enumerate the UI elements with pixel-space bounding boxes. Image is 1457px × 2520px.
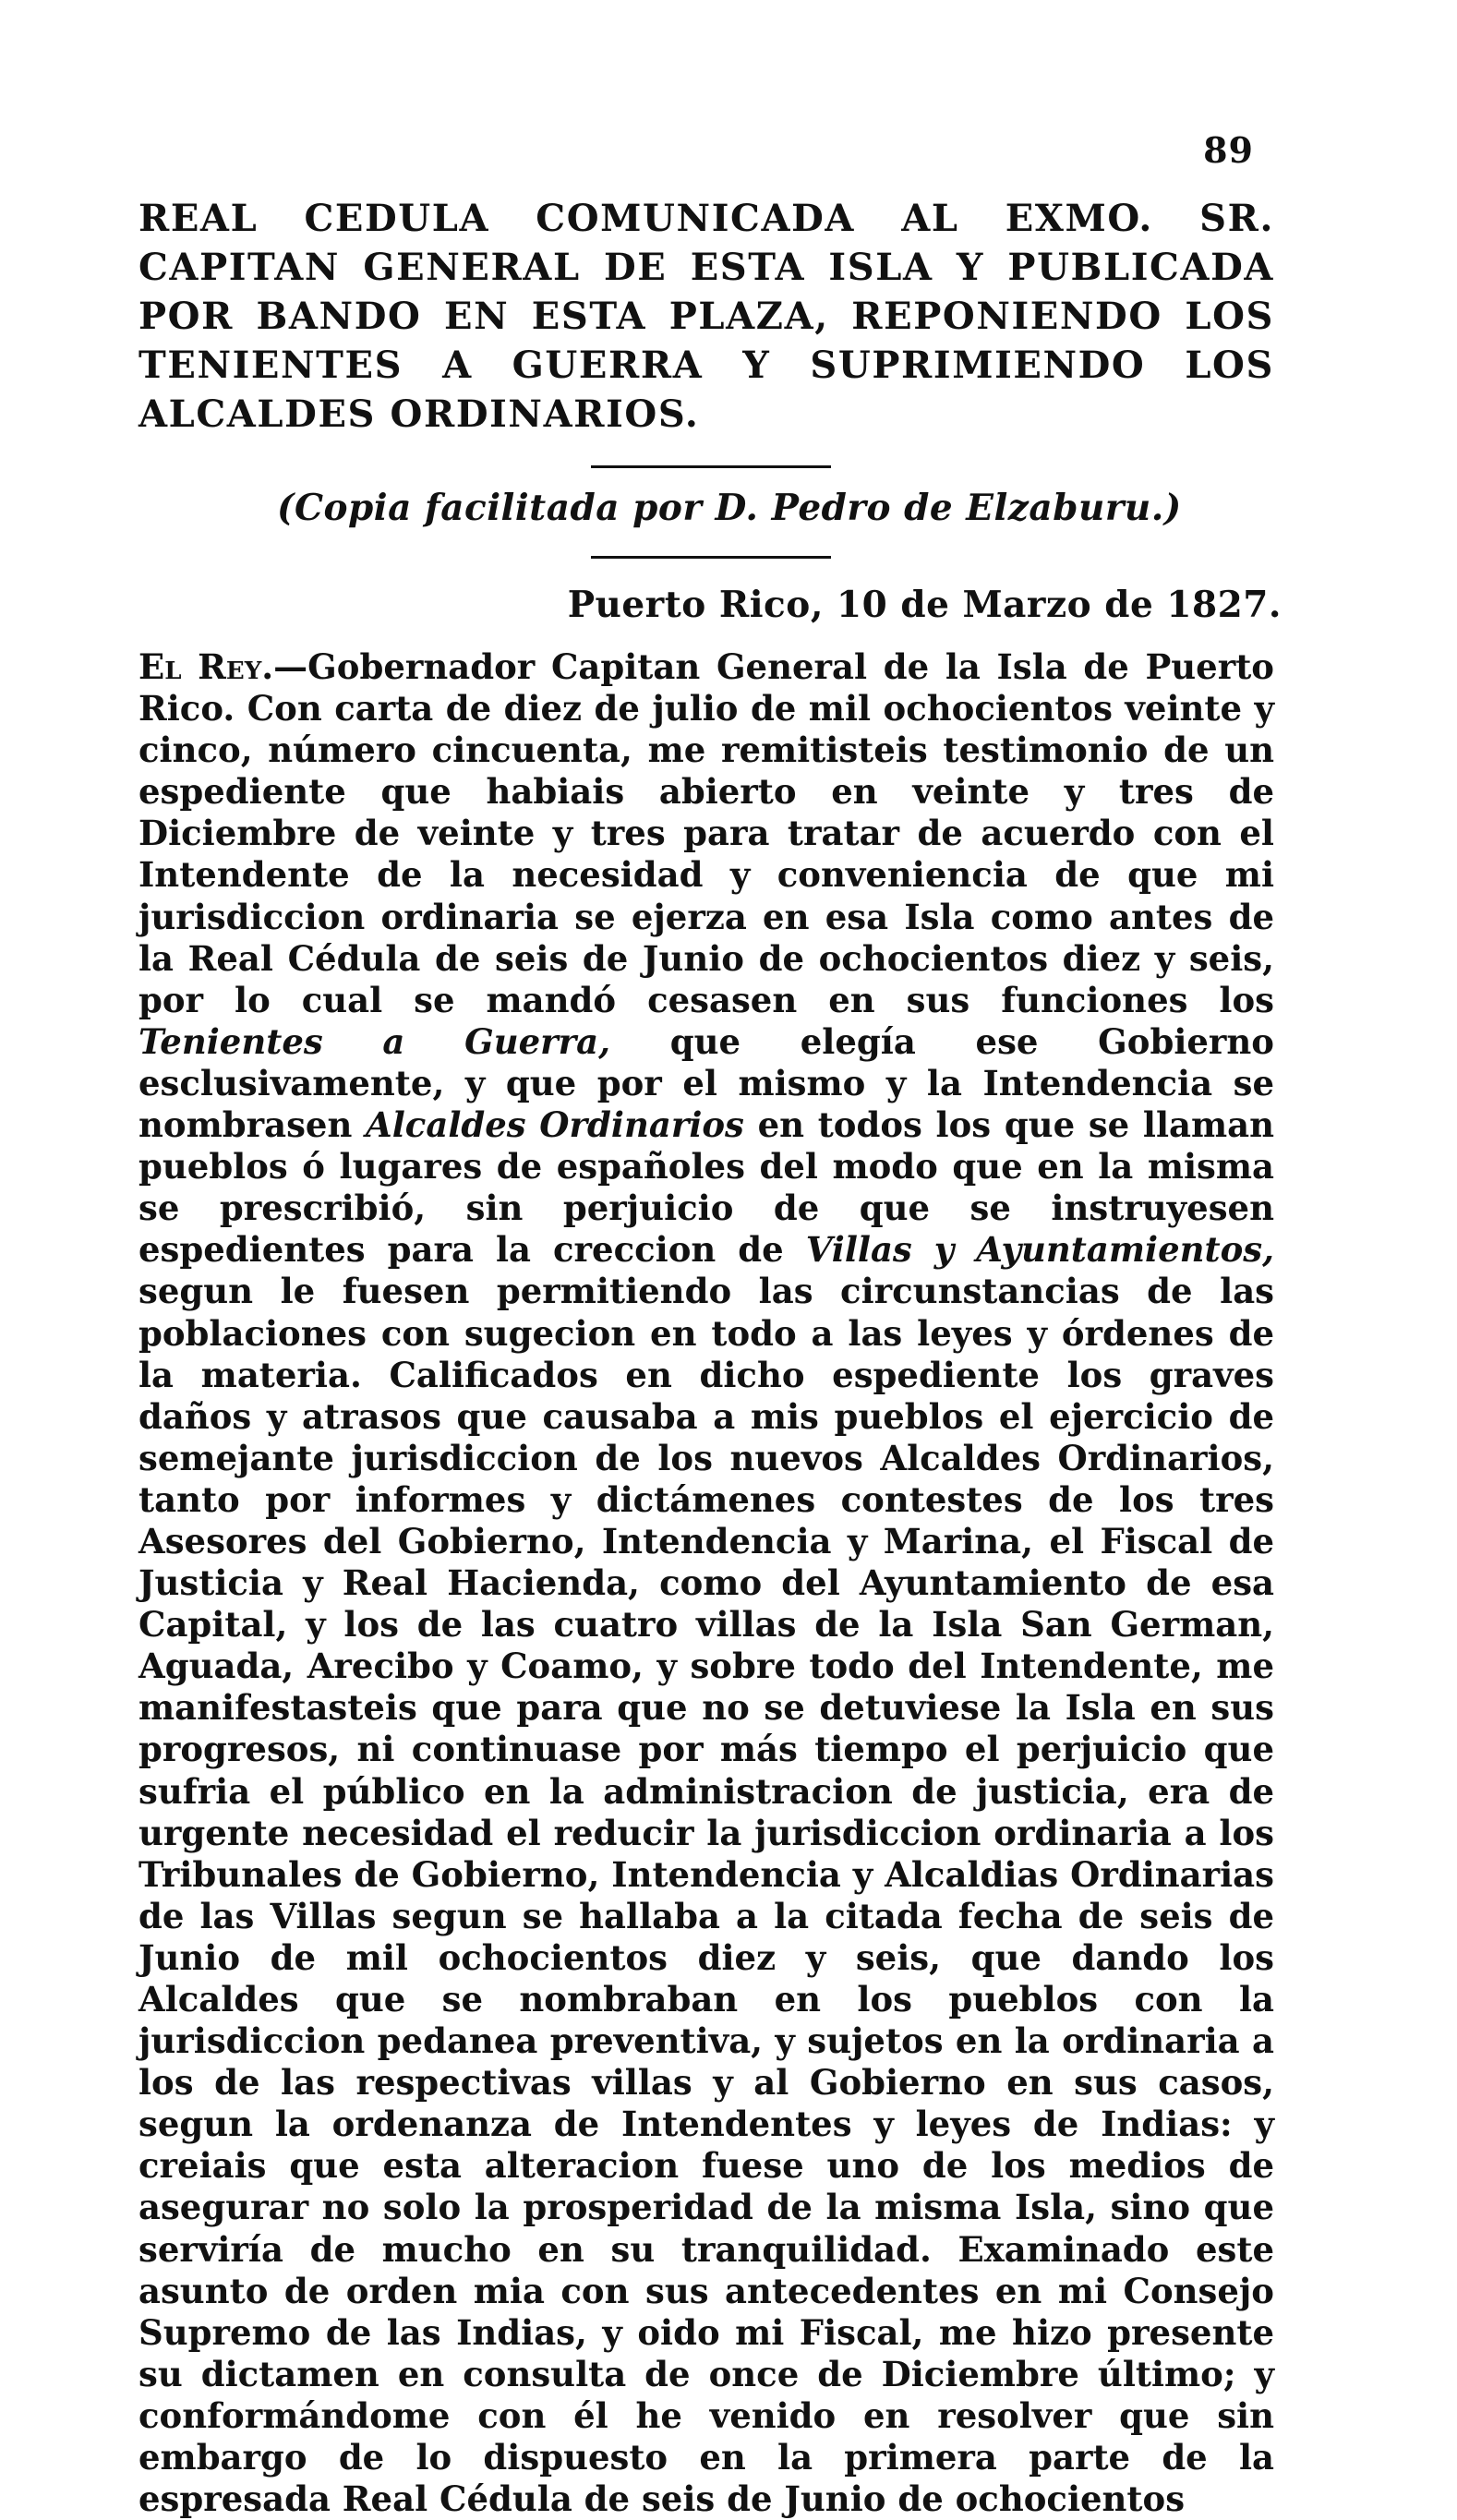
italic-term-tenientes: Tenientes a Guerra, xyxy=(138,1020,610,1062)
dateline: Puerto Rico, 10 de Marzo de 1827. xyxy=(567,584,1282,626)
body-text-part-4: segun le fuesen permitiendo las circunstancias de las poblaciones con sugecion en todo a las leyes y órdenes de la materia. Calificados en dicho espediente los graves daños y atrasos que causaba a mis pueblos el ejercicio de semejante jurisdiccion de los nuevos Alcaldes Ordinarios, tanto por informes y dictámenes contestes de los tres Asesores del Gobierno, Intendencia y Marina, el Fiscal de Justicia y Real Hacienda, como del Ayuntamiento de esa Capital, y los de las cuatro villas de la Isla San German, Aguada, Arecibo y Coamo, y sobre todo del Intendente, me manifestasteis que para que no se detuviese la Isla en sus progresos, ni continuase por más tiempo el perjuicio que sufria el público en la administracion de justicia, era de urgente necesidad el reducir la jurisdiccion ordinaria a los Tribunales de Gobierno, Intendencia y Alcaldias Ordinarias de las Villas segun se hallaba a la citada fecha de seis de Junio de mil ochocientos diez y seis, que dando los Alcaldes que se nombraban en los pueblos con la jurisdiccion pedanea preventiva, y sujetos en la ordinaria a los de las respectivas villas y al Gobierno en sus casos, segun la ordenanza de Intendentes y leyes de Indias: y creiais que esta alteracion fuese uno de los medios de asegurar no solo la prosperidad de la misma Isla, sino que serviría de mucho en su tranquilidad. Examinado este asunto de orden mia con sus antecedentes en mi Consejo Supremo de las Indias, y oido mi Fiscal, me hizo presente su dictamen en consulta de once de Diciembre último; y conformándome con él he venido en resolver que sin embargo de lo dispuesto en la primera parte de la espresada Real Cédula de seis de Junio de ochocientos xyxy=(138,1271,1274,2520)
italic-term-villas: Villas y Ayuntamientos, xyxy=(805,1229,1275,1271)
body-text-part-3: en todos los que se llaman pueblos ó lugares de españoles del modo que en la misma se prescribió, sin perjuicio de que se instruyesen espedientes para la creccion de xyxy=(138,1104,1274,1271)
bottom-divider xyxy=(591,556,831,559)
italic-term-alcaldes: Alcaldes Ordinarios xyxy=(366,1104,744,1146)
salutation: El Rey. xyxy=(138,646,274,687)
top-divider xyxy=(591,465,831,468)
body-text-part-1: —Gobernador Capitan General de la Isla de Puerto Rico. Con carta de diez de julio de mil ochocientos veinte y cinco, número cincuenta, me remitisteis testimonio de un espediente que habiais abierto en veinte y tres de Diciembre de veinte y tres para tratar de acuerdo con el Intendente de la necesidad y conveniencia de que mi jurisdiccion ordinaria se ejerza en esa Isla como antes de la Real Cédula de seis de Junio de ochocientos diez y seis, por lo cual se mandó cesasen en sus funciones los xyxy=(138,646,1274,1020)
body-text-part-2: que elegía ese Gobierno esclusivamente, y que por el mismo y la Intendencia se nombrasen xyxy=(138,1020,1274,1146)
body-paragraph xyxy=(138,646,1274,2520)
page-number: 89 xyxy=(1203,129,1254,171)
document-title: REAL CEDULA COMUNICADA AL EXMO. SR. CAPITAN GENERAL DE ESTA ISLA Y PUBLICADA POR BANDO EN ESTA PLAZA, REPONIENDO LOS TENIENTES A GUERRA Y SUPRIMIENDO LOS ALCALDES ORDINARIOS. xyxy=(138,197,1274,436)
attribution-line: (Copia facilitada por D. Pedro de Elzaburu.) xyxy=(277,487,1182,529)
